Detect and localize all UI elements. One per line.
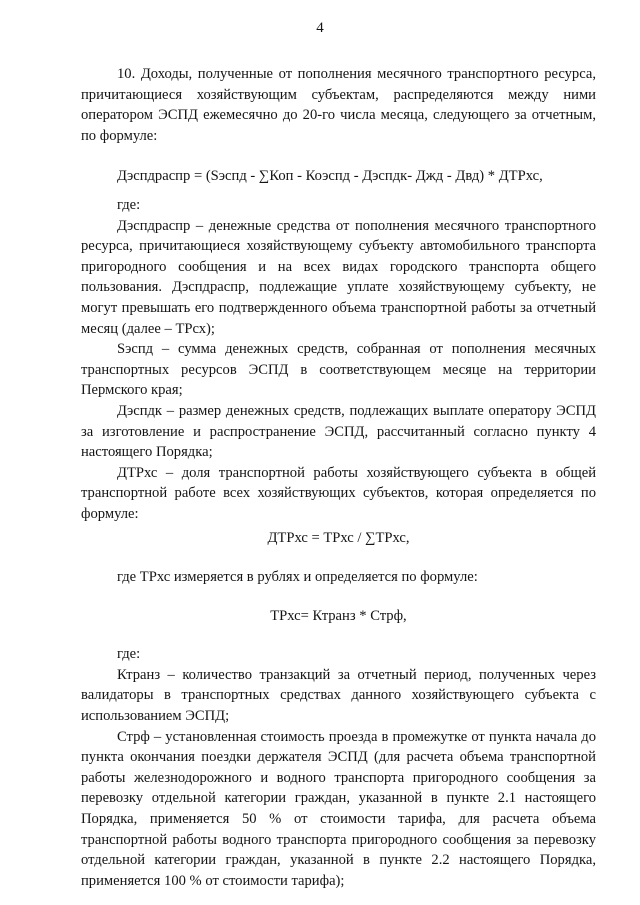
formula-trhs: ТРхс= Ктранз * Стрф, [270, 607, 407, 624]
definition-dtrhs: ДТРхс – доля транспортной работы хозяйствующего субъекта в общей транспортной работе всех хозяйствующих субъектов, которая определяется по формуле: [81, 464, 596, 522]
definition-strf: Стрф – установленная стоимость проезда в промежутке от пункта начала до пункта окончания поездки держателя ЭСПД (для расчета объема транспортной работы железнодорожного и водного транспорта пригородного сообщения за перевозку отдельной категории граждан, указанной в пункте 2.1 настоящего Порядка, применяется 50 % от стоимости тарифа, для расчета объема транспортной работы водного транспорта пригородного сообщения за перевозку отдельной категории граждан, указанной в пункте 2.2 настоящего Порядка, применяется 100 % от стоимости тарифа); [81, 728, 596, 889]
definition-ktranz: Ктранз – количество транзакций за отчетный период, полученных через валидаторы в транспортных средствах данного хозяйствующего субъекта с использованием ЭСПД; [81, 666, 596, 725]
paragraph-10: 10. Доходы, полученные от пополнения месячного транспортного ресурса, причитающиеся хозяйствующим субъектам, распределяются между ними оператором ЭСПД ежемесячно до 20-го числа месяца, следующего за отчетным, по формуле: [81, 66, 596, 144]
trhs-measured-note: где ТРхс измеряется в рублях и определяется по формуле: [117, 569, 478, 586]
where-label: где: [117, 196, 141, 213]
definition-despdk: Дэспдк – размер денежных средств, подлежащих выплате оператору ЭСПД за изготовление и распространение ЭСПД, рассчитанный согласно пункту 4 настоящего Порядка; [81, 402, 596, 461]
formula-main: Дэспдраспр = (Sэспд - ∑Коп - Коэспд - Дэспдк- Джд - Двд) * ДТРхс, [117, 168, 543, 185]
page-number: 4 [316, 20, 324, 36]
where-label-2: где: [117, 646, 141, 663]
definition-despdraspr: Дэспдраспр – денежные средства от пополнения месячного транспортного ресурса, причитающиеся хозяйствующему субъекту автомобильного транспорта пригородного сообщения и на всех видах городского транспорта общего пользования. Дэспдраспр, подлежащие уплате хозяйствующему субъекту, не могут превышать его подтвержденного объема транспортной работы за отчетный месяц (далее – ТРсх); [81, 217, 596, 337]
document-body [81, 64, 596, 891]
definition-sespd: Sэспд – сумма денежных средств, собранная от пополнения месячных транспортных ресурсов ЭСПД в соответствующем месяце на территории Пермского края; [81, 341, 596, 399]
formula-dtrhs: ДТРхс = ТРхс / ∑ТРхс, [267, 530, 410, 547]
